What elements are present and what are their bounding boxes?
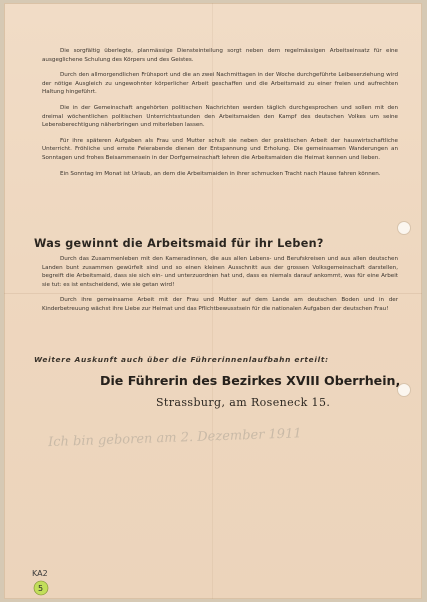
section-heading: Was gewinnt die Arbeitsmaid für ihr Leben?	[34, 237, 324, 250]
paragraph: Für ihre späteren Aufgaben als Frau und Mutter schult sie neben der praktischen Arbeit der hauswirtschaftliche Unterricht. Fröhliche und ernste Feierabende dienen der Entspannung und Erholung. Die gemeinsamen Wanderungen an Sonntagen und frohes Beisammensein in der Dorfgemeinschaft lehren die Arbeitsmaiden die Heimat kennen und lieben.	[42, 137, 398, 161]
paragraph: Ein Sonntag im Monat ist Urlaub, an dem die Arbeitsmaiden in ihrer schmucken Tracht nach Hause fahren können.	[60, 170, 381, 177]
signature-text: Ich bin geboren am 2. Dezember 1911	[47, 426, 302, 451]
stamp-number: 5	[38, 584, 44, 593]
archive-stamp	[30, 565, 58, 599]
paragraph: Durch das Zusammenleben mit den Kameradinnen, die aus allen Lebens- und Berufskreisen und aus allen deutschen Landen bunt zusammen gewürfelt sind und so einen kleinen Ausschnitt aus der grossen Volksgemeinschaft darstellen, begreift die Arbeitsmaid, dass sie sich ein- und unterzuordnen hat und, dass es niemals darauf ankommt, was für eine Arbeit sie tut: es ist entscheidend, wie sie getan wird!	[42, 256, 398, 288]
benefits-section	[42, 255, 398, 321]
leader-title: Die Führerin des Bezirkes XVIII Oberrhein,	[100, 373, 401, 388]
address-line: Strassburg, am Roseneck 15.	[156, 396, 331, 409]
document-page	[4, 3, 422, 599]
paragraph: Die in der Gemeinschaft angehörten politischen Nachrichten werden täglich durchgesprochen und sollen mit den dreimal wöchentlichen politischen Unterrichtsstunden den Arbeitsmaiden den Kampf des deutschen Volkes um seine Lebensberechtigung näherbringen und miterleben lassen.	[42, 104, 398, 129]
paragraph: Durch den allmorgendlichen Frühsport und die an zwei Nachmittagen in der Woche durchgeführte Leibeserziehung wird der nötige Ausgleich zu ungewohnter körperlicher Arbeit geschaffen und die Arbeitsmaid zu einer freien und aufrechten Haltung hingeführt.	[42, 72, 398, 96]
info-line: Weitere Auskunft auch über die Führerinnenlaufbahn erteilt:	[34, 355, 329, 364]
paragraph: Die sorgfältig überlegte, planmässige Diensteinteilung sorgt neben dem regelmässigen Arbeitseinsatz für eine ausgeglichene Schulung des Körpers und des Geistes.	[42, 48, 398, 63]
intro-section	[42, 47, 398, 185]
handwritten-signature	[44, 417, 364, 457]
stamp-code: KA2	[32, 569, 48, 578]
punch-hole	[397, 221, 411, 235]
paragraph: Durch ihre gemeinsame Arbeit mit der Frau und Mutter auf dem Lande am deutschen Boden und in der Kinderbetreuung wächst ihre Liebe zur Heimat und das Pflichtbewusstsein für die nationalen Aufgaben der deutschen Frau!	[42, 297, 398, 312]
